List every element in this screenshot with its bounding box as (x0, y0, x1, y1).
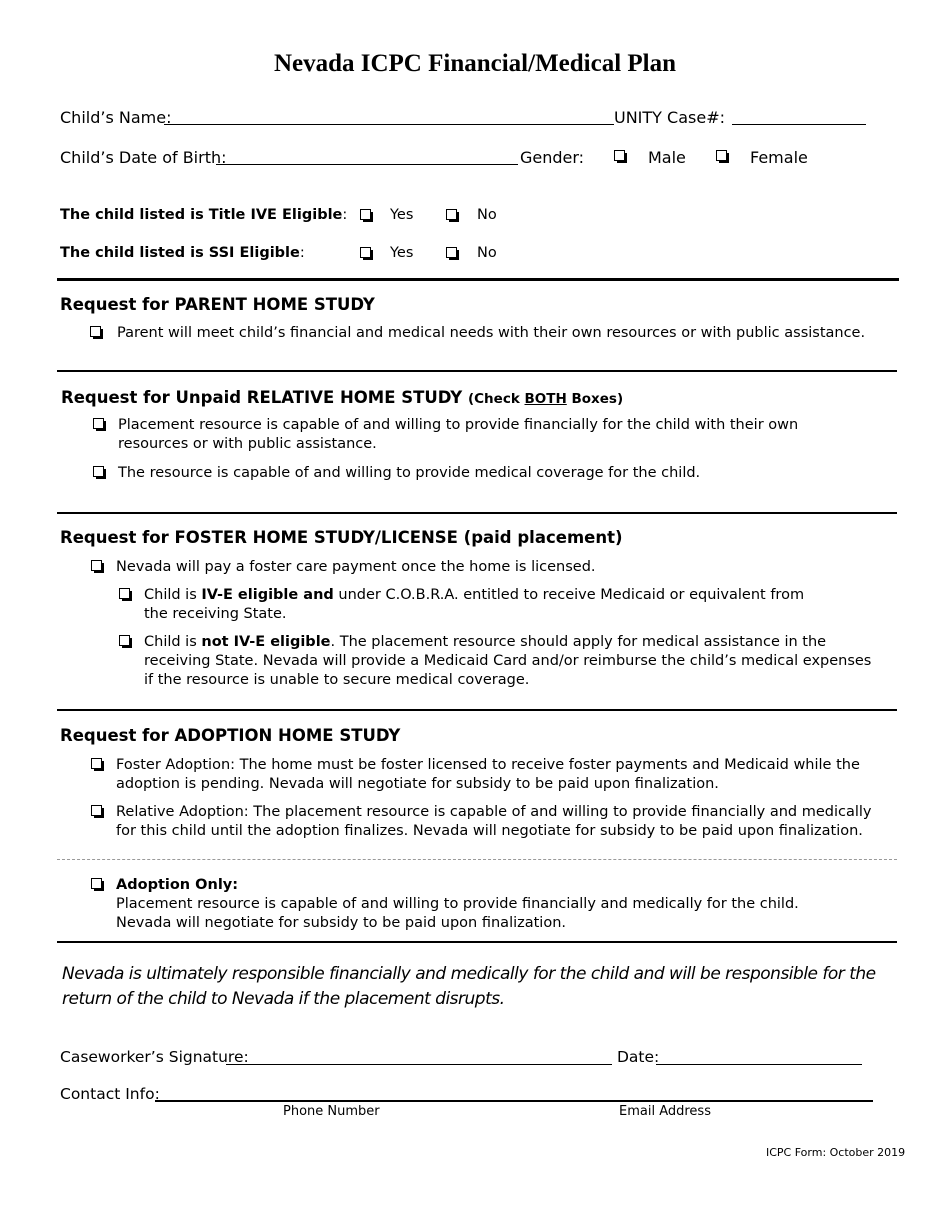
phone-caption: Phone Number (283, 1104, 380, 1119)
gender-female-checkbox[interactable] (716, 150, 727, 161)
ssi-no-checkbox[interactable] (446, 247, 457, 258)
relative-heading-note-post: Boxes) (566, 391, 624, 407)
foster-checkbox[interactable] (91, 560, 102, 571)
section-divider (57, 370, 897, 372)
relative-item-1: Placement resource is capable of and willing to provide financially for the child with their own resources or with public assistance. (118, 417, 799, 452)
date-label: Date: (617, 1048, 660, 1066)
relative-heading-note (468, 391, 623, 407)
title-ive-no-label: No (477, 207, 497, 223)
relative-checkbox-2[interactable] (93, 466, 104, 477)
contact-label: Contact Info: (60, 1085, 160, 1103)
ssi-no-label: No (477, 245, 497, 261)
section-divider (57, 512, 897, 514)
relative-heading-note-both: BOTH (524, 391, 567, 407)
adoption-only-text: Placement resource is capable of and willing to provide financially and medically for the child. Nevada will negotiate for subsidy to be paid upon finalization. (116, 896, 799, 931)
adoption-item-2: Relative Adoption: The placement resource is capable of and willing to provide financially and medically for this child until the adoption finalizes. Nevada will negotiate for subsidy to be paid upon finalization. (116, 804, 872, 839)
form-version: ICPC Form: October 2019 (766, 1146, 906, 1159)
dashed-divider (57, 859, 897, 860)
parent-checkbox[interactable] (90, 326, 101, 337)
parent-heading: Request for PARENT HOME STUDY (60, 295, 375, 314)
title-ive-yes-label: Yes (390, 207, 414, 223)
foster-sub1-checkbox[interactable] (119, 588, 130, 599)
section-divider (57, 278, 899, 281)
parent-item: Parent will meet child’s financial and medical needs with their own resources or with public assistance. (117, 325, 866, 341)
child-name-field[interactable] (164, 124, 614, 125)
adoption-only-label: Adoption Only: (116, 877, 239, 893)
ssi-label: The child listed is SSI Eligible (60, 245, 300, 261)
relative-heading (61, 388, 623, 407)
foster-sub2-post: . The placement resource should apply for medical assistance in the receiving State. Nevada will provide a Medicaid Card and/or reimburse the child’s medical expenses if the resource is unable to secure medical coverage. (144, 634, 872, 688)
adoption-only-checkbox[interactable] (91, 878, 102, 889)
dob-label: Child’s Date of Birth: (60, 148, 227, 167)
unity-case-field[interactable] (732, 124, 866, 125)
foster-item: Nevada will pay a foster care payment once the home is licensed. (116, 559, 596, 575)
unity-case-label: UNITY Case#: (614, 108, 725, 127)
foster-sub1 (144, 586, 824, 624)
foster-sub2 (144, 633, 884, 690)
foster-sub1-post: under C.O.B.R.A. entitled to receive Medicaid or equivalent from the receiving State. (144, 587, 805, 622)
gender-male-label: Male (648, 148, 686, 167)
contact-field[interactable] (155, 1100, 873, 1102)
signature-label: Caseworker’s Signature: (60, 1048, 249, 1066)
dob-field[interactable] (216, 164, 518, 165)
adoption-checkbox-2[interactable] (91, 805, 102, 816)
relative-item-2: The resource is capable of and willing to provide medical coverage for the child. (118, 465, 701, 481)
foster-sub2-bold: not IV-E eligible (201, 634, 331, 650)
ssi-question (60, 245, 305, 261)
date-field[interactable] (656, 1064, 862, 1065)
child-name-label: Child’s Name: (60, 108, 172, 127)
ssi-colon: : (299, 245, 305, 261)
adoption-heading: Request for ADOPTION HOME STUDY (60, 726, 401, 745)
gender-label: Gender: (520, 148, 585, 167)
gender-female-label: Female (750, 148, 808, 167)
relative-checkbox-1[interactable] (93, 418, 104, 429)
title-ive-label: The child listed is Title IVE Eligible (60, 207, 343, 223)
title-ive-question (60, 207, 347, 223)
ssi-yes-label: Yes (390, 245, 414, 261)
relative-heading-note-pre: (Check (467, 391, 525, 407)
foster-sub2-checkbox[interactable] (119, 635, 130, 646)
title-ive-yes-checkbox[interactable] (360, 209, 371, 220)
foster-heading: Request for FOSTER HOME STUDY/LICENSE (paid placement) (60, 528, 623, 547)
responsibility-statement: Nevada is ultimately responsible financially and medically for the child and will be responsible for the return of the child to Nevada if the placement disrupts. (62, 964, 876, 1009)
relative-heading-text: Request for Unpaid RELATIVE HOME STUDY (61, 388, 463, 407)
page-title: Nevada ICPC Financial/Medical Plan (273, 50, 677, 77)
ssi-yes-checkbox[interactable] (360, 247, 371, 258)
foster-sub1-pre: Child is (144, 587, 202, 603)
gender-male-checkbox[interactable] (614, 150, 625, 161)
adoption-checkbox-1[interactable] (91, 758, 102, 769)
title-ive-colon: : (342, 207, 348, 223)
section-divider (57, 941, 897, 943)
email-caption: Email Address (619, 1104, 711, 1119)
title-ive-no-checkbox[interactable] (446, 209, 457, 220)
foster-sub2-pre: Child is (144, 634, 202, 650)
adoption-item-1: Foster Adoption: The home must be foster licensed to receive foster payments and Medicaid while the adoption is pending. Nevada will negotiate for subsidy to be paid upon finalization. (116, 757, 860, 792)
section-divider (57, 709, 897, 711)
foster-sub1-bold: IV-E eligible and (201, 587, 334, 603)
signature-field[interactable] (226, 1064, 612, 1065)
